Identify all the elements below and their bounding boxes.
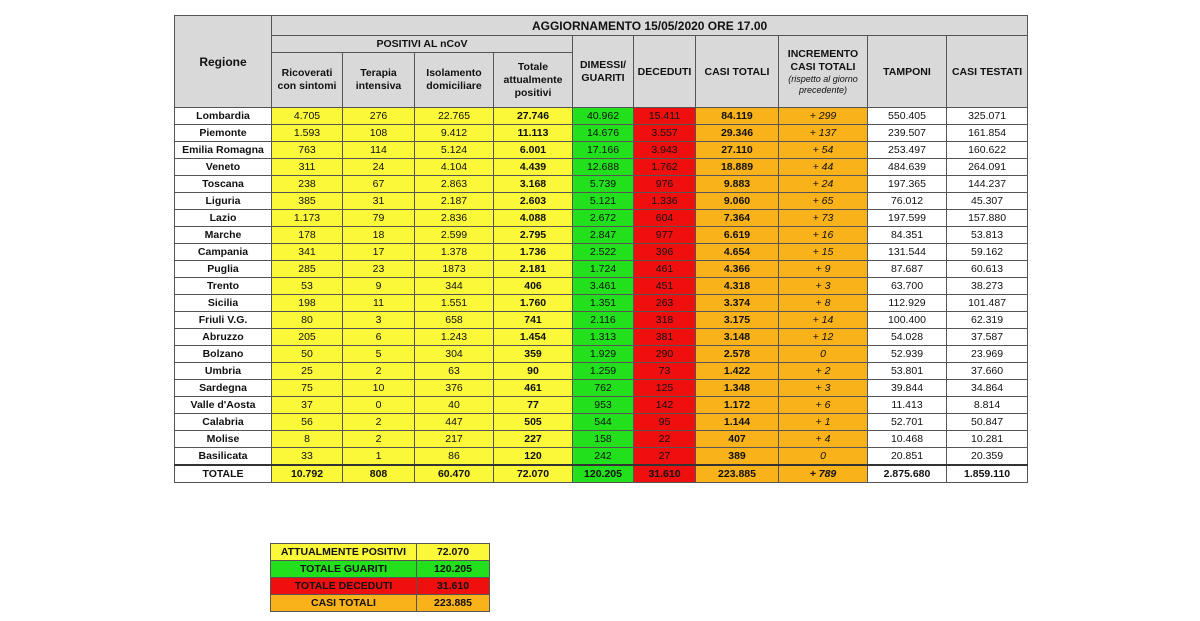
- cell-deaths: 976: [634, 176, 696, 193]
- cell-tests: 484.639: [868, 159, 947, 176]
- table-row: [175, 159, 1028, 176]
- cell-increment: + 44: [779, 159, 868, 176]
- cell-recovered: 40.962: [573, 108, 634, 125]
- cell-intensive: 18: [343, 227, 415, 244]
- cell-intensive: 67: [343, 176, 415, 193]
- header-positives-group: POSITIVI AL nCoV: [272, 36, 573, 53]
- summary-value: 120.205: [417, 561, 490, 578]
- cell-recovered: 1.313: [573, 329, 634, 346]
- cell-region: Molise: [175, 431, 272, 448]
- cell-current-positive: 3.168: [494, 176, 573, 193]
- cell-tests: 84.351: [868, 227, 947, 244]
- cell-tests: 87.687: [868, 261, 947, 278]
- cell-increment: 0: [779, 346, 868, 363]
- cell-tests: 76.012: [868, 193, 947, 210]
- cell-intensive: 276: [343, 108, 415, 125]
- cell-current-positive: 1.736: [494, 244, 573, 261]
- cell-intensive: 10: [343, 380, 415, 397]
- cell-current-positive: 4.088: [494, 210, 573, 227]
- cell-tested: 37.660: [947, 363, 1028, 380]
- cell-total-cases: 18.889: [696, 159, 779, 176]
- cell-current-positive: 27.746: [494, 108, 573, 125]
- cell-intensive: 79: [343, 210, 415, 227]
- cell-region: Lazio: [175, 210, 272, 227]
- cell-hospitalized: 25: [272, 363, 343, 380]
- cell-isolation: 447: [415, 414, 494, 431]
- cell-recovered: 14.676: [573, 125, 634, 142]
- total-cell-isolation: 60.470: [415, 465, 494, 483]
- summary-value: 31.610: [417, 578, 490, 595]
- cell-hospitalized: 1.173: [272, 210, 343, 227]
- cell-total-cases: 4.318: [696, 278, 779, 295]
- cell-isolation: 86: [415, 448, 494, 466]
- cell-current-positive: 77: [494, 397, 573, 414]
- cell-isolation: 304: [415, 346, 494, 363]
- cell-intensive: 24: [343, 159, 415, 176]
- cell-region: Lombardia: [175, 108, 272, 125]
- cell-tests: 197.365: [868, 176, 947, 193]
- cell-current-positive: 2.603: [494, 193, 573, 210]
- summary-value: 72.070: [417, 544, 490, 561]
- cell-hospitalized: 385: [272, 193, 343, 210]
- table-row: [175, 261, 1028, 278]
- table-row: [175, 448, 1028, 466]
- cell-hospitalized: 37: [272, 397, 343, 414]
- cell-region: Sicilia: [175, 295, 272, 312]
- cell-hospitalized: 763: [272, 142, 343, 159]
- table-row: [175, 329, 1028, 346]
- cell-isolation: 1.378: [415, 244, 494, 261]
- total-cell-region: TOTALE: [175, 465, 272, 483]
- cell-region: Calabria: [175, 414, 272, 431]
- total-cell-increment: + 789: [779, 465, 868, 483]
- cell-hospitalized: 33: [272, 448, 343, 466]
- cell-deaths: 73: [634, 363, 696, 380]
- cell-recovered: 2.116: [573, 312, 634, 329]
- cell-intensive: 3: [343, 312, 415, 329]
- cell-increment: + 16: [779, 227, 868, 244]
- cell-isolation: 658: [415, 312, 494, 329]
- cell-deaths: 290: [634, 346, 696, 363]
- summary-row: [271, 595, 490, 612]
- cell-tests: 112.929: [868, 295, 947, 312]
- total-cell-total-cases: 223.885: [696, 465, 779, 483]
- cell-total-cases: 84.119: [696, 108, 779, 125]
- table-row: [175, 227, 1028, 244]
- cell-isolation: 5.124: [415, 142, 494, 159]
- header-intensive: Terapia intensiva: [343, 53, 415, 108]
- cell-recovered: 3.461: [573, 278, 634, 295]
- summary-table: [270, 543, 490, 612]
- cell-recovered: 1.259: [573, 363, 634, 380]
- table-row: [175, 363, 1028, 380]
- total-cell-intensive: 808: [343, 465, 415, 483]
- cell-tested: 10.281: [947, 431, 1028, 448]
- cell-tested: 161.854: [947, 125, 1028, 142]
- header-region: Regione: [175, 16, 272, 108]
- cell-isolation: 344: [415, 278, 494, 295]
- cell-isolation: 217: [415, 431, 494, 448]
- table-row: [175, 278, 1028, 295]
- cell-tests: 10.468: [868, 431, 947, 448]
- cell-total-cases: 7.364: [696, 210, 779, 227]
- cell-current-positive: 406: [494, 278, 573, 295]
- cell-intensive: 108: [343, 125, 415, 142]
- cell-intensive: 31: [343, 193, 415, 210]
- cell-region: Trento: [175, 278, 272, 295]
- summary-row: [271, 544, 490, 561]
- cell-tests: 52.701: [868, 414, 947, 431]
- cell-tests: 11.413: [868, 397, 947, 414]
- cell-intensive: 114: [343, 142, 415, 159]
- cell-isolation: 376: [415, 380, 494, 397]
- table-row: [175, 176, 1028, 193]
- cell-hospitalized: 80: [272, 312, 343, 329]
- cell-hospitalized: 178: [272, 227, 343, 244]
- cell-recovered: 158: [573, 431, 634, 448]
- table-header: [175, 16, 1028, 108]
- total-cell-deaths: 31.610: [634, 465, 696, 483]
- cell-region: Basilicata: [175, 448, 272, 466]
- cell-region: Bolzano: [175, 346, 272, 363]
- cell-recovered: 1.351: [573, 295, 634, 312]
- cell-deaths: 1.336: [634, 193, 696, 210]
- cell-tested: 45.307: [947, 193, 1028, 210]
- cell-increment: + 3: [779, 278, 868, 295]
- cell-tests: 54.028: [868, 329, 947, 346]
- cell-deaths: 142: [634, 397, 696, 414]
- cell-increment: + 9: [779, 261, 868, 278]
- table-row: [175, 244, 1028, 261]
- cell-recovered: 2.672: [573, 210, 634, 227]
- cell-recovered: 1.929: [573, 346, 634, 363]
- cell-increment: + 1: [779, 414, 868, 431]
- header-current-positive: Totale attualmente positivi: [494, 53, 573, 108]
- cell-recovered: 762: [573, 380, 634, 397]
- cell-intensive: 2: [343, 431, 415, 448]
- cell-tested: 101.487: [947, 295, 1028, 312]
- cell-recovered: 12.688: [573, 159, 634, 176]
- cell-isolation: 9.412: [415, 125, 494, 142]
- cell-total-cases: 27.110: [696, 142, 779, 159]
- cell-isolation: 1873: [415, 261, 494, 278]
- cell-current-positive: 90: [494, 363, 573, 380]
- cell-tested: 144.237: [947, 176, 1028, 193]
- cell-total-cases: 3.148: [696, 329, 779, 346]
- cell-tested: 34.864: [947, 380, 1028, 397]
- cell-current-positive: 120: [494, 448, 573, 466]
- summary-value: 223.885: [417, 595, 490, 612]
- cell-deaths: 3.557: [634, 125, 696, 142]
- cell-tested: 8.814: [947, 397, 1028, 414]
- cell-tests: 550.405: [868, 108, 947, 125]
- cell-intensive: 9: [343, 278, 415, 295]
- table-row: [175, 210, 1028, 227]
- total-cell-hospitalized: 10.792: [272, 465, 343, 483]
- cell-recovered: 5.121: [573, 193, 634, 210]
- cell-region: Toscana: [175, 176, 272, 193]
- covid-regional-table: [174, 15, 1028, 483]
- cell-total-cases: 2.578: [696, 346, 779, 363]
- cell-recovered: 953: [573, 397, 634, 414]
- cell-region: Campania: [175, 244, 272, 261]
- summary-label: TOTALE GUARITI: [271, 561, 417, 578]
- cell-increment: + 299: [779, 108, 868, 125]
- cell-isolation: 4.104: [415, 159, 494, 176]
- cell-deaths: 95: [634, 414, 696, 431]
- cell-tests: 52.939: [868, 346, 947, 363]
- cell-isolation: 63: [415, 363, 494, 380]
- cell-deaths: 451: [634, 278, 696, 295]
- cell-hospitalized: 56: [272, 414, 343, 431]
- cell-hospitalized: 50: [272, 346, 343, 363]
- cell-hospitalized: 285: [272, 261, 343, 278]
- table-row: [175, 125, 1028, 142]
- cell-hospitalized: 8: [272, 431, 343, 448]
- cell-tested: 37.587: [947, 329, 1028, 346]
- cell-region: Veneto: [175, 159, 272, 176]
- cell-current-positive: 2.181: [494, 261, 573, 278]
- total-cell-current-positive: 72.070: [494, 465, 573, 483]
- cell-total-cases: 1.348: [696, 380, 779, 397]
- cell-hospitalized: 1.593: [272, 125, 343, 142]
- cell-tests: 20.851: [868, 448, 947, 466]
- cell-region: Emilia Romagna: [175, 142, 272, 159]
- cell-tests: 253.497: [868, 142, 947, 159]
- header-update-title: AGGIORNAMENTO 15/05/2020 ORE 17.00: [272, 16, 1028, 36]
- header-increment-note: (rispetto al giorno precedente): [788, 73, 858, 95]
- table-body: [175, 108, 1028, 483]
- cell-tested: 38.273: [947, 278, 1028, 295]
- cell-tested: 264.091: [947, 159, 1028, 176]
- cell-isolation: 2.836: [415, 210, 494, 227]
- cell-deaths: 263: [634, 295, 696, 312]
- cell-recovered: 2.522: [573, 244, 634, 261]
- cell-current-positive: 11.113: [494, 125, 573, 142]
- cell-hospitalized: 205: [272, 329, 343, 346]
- cell-intensive: 2: [343, 414, 415, 431]
- cell-isolation: 2.599: [415, 227, 494, 244]
- cell-tests: 53.801: [868, 363, 947, 380]
- cell-hospitalized: 341: [272, 244, 343, 261]
- cell-recovered: 1.724: [573, 261, 634, 278]
- cell-total-cases: 407: [696, 431, 779, 448]
- cell-deaths: 461: [634, 261, 696, 278]
- table-row: [175, 380, 1028, 397]
- cell-deaths: 1.762: [634, 159, 696, 176]
- cell-tested: 62.319: [947, 312, 1028, 329]
- table-row: [175, 312, 1028, 329]
- table-row: [175, 346, 1028, 363]
- cell-total-cases: 9.883: [696, 176, 779, 193]
- header-deaths: DECEDUTI: [634, 36, 696, 108]
- cell-current-positive: 1.454: [494, 329, 573, 346]
- cell-total-cases: 1.172: [696, 397, 779, 414]
- cell-total-cases: 3.175: [696, 312, 779, 329]
- header-increment-label: INCREMENTO CASI TOTALI: [787, 47, 859, 73]
- cell-current-positive: 1.760: [494, 295, 573, 312]
- table-row: [175, 193, 1028, 210]
- cell-increment: + 3: [779, 380, 868, 397]
- cell-tested: 50.847: [947, 414, 1028, 431]
- cell-increment: + 137: [779, 125, 868, 142]
- cell-region: Liguria: [175, 193, 272, 210]
- cell-intensive: 0: [343, 397, 415, 414]
- cell-total-cases: 9.060: [696, 193, 779, 210]
- cell-increment: + 2: [779, 363, 868, 380]
- cell-tested: 53.813: [947, 227, 1028, 244]
- cell-intensive: 1: [343, 448, 415, 466]
- cell-deaths: 3.943: [634, 142, 696, 159]
- cell-hospitalized: 4.705: [272, 108, 343, 125]
- cell-deaths: 381: [634, 329, 696, 346]
- cell-current-positive: 359: [494, 346, 573, 363]
- cell-increment: 0: [779, 448, 868, 466]
- summary-row: [271, 578, 490, 595]
- cell-tested: 59.162: [947, 244, 1028, 261]
- cell-tested: 60.613: [947, 261, 1028, 278]
- cell-intensive: 17: [343, 244, 415, 261]
- table-row: [175, 295, 1028, 312]
- cell-tested: 20.359: [947, 448, 1028, 466]
- cell-deaths: 27: [634, 448, 696, 466]
- cell-deaths: 125: [634, 380, 696, 397]
- cell-tests: 63.700: [868, 278, 947, 295]
- cell-tests: 197.599: [868, 210, 947, 227]
- table-row: [175, 397, 1028, 414]
- cell-deaths: 318: [634, 312, 696, 329]
- cell-current-positive: 461: [494, 380, 573, 397]
- totals-row: [175, 465, 1028, 483]
- cell-tested: 160.622: [947, 142, 1028, 159]
- cell-total-cases: 1.422: [696, 363, 779, 380]
- table-row: [175, 142, 1028, 159]
- cell-tested: 23.969: [947, 346, 1028, 363]
- cell-isolation: 1.243: [415, 329, 494, 346]
- cell-increment: + 15: [779, 244, 868, 261]
- total-cell-recovered: 120.205: [573, 465, 634, 483]
- cell-recovered: 242: [573, 448, 634, 466]
- cell-increment: + 73: [779, 210, 868, 227]
- cell-total-cases: 4.366: [696, 261, 779, 278]
- cell-current-positive: 227: [494, 431, 573, 448]
- cell-deaths: 604: [634, 210, 696, 227]
- cell-increment: + 65: [779, 193, 868, 210]
- header-recovered: DIMESSI/ GUARITI: [573, 36, 634, 108]
- cell-current-positive: 2.795: [494, 227, 573, 244]
- cell-current-positive: 505: [494, 414, 573, 431]
- cell-tests: 239.507: [868, 125, 947, 142]
- cell-hospitalized: 75: [272, 380, 343, 397]
- cell-current-positive: 6.001: [494, 142, 573, 159]
- cell-region: Piemonte: [175, 125, 272, 142]
- cell-region: Umbria: [175, 363, 272, 380]
- cell-deaths: 15.411: [634, 108, 696, 125]
- cell-region: Abruzzo: [175, 329, 272, 346]
- cell-increment: + 14: [779, 312, 868, 329]
- cell-intensive: 23: [343, 261, 415, 278]
- cell-total-cases: 389: [696, 448, 779, 466]
- cell-intensive: 5: [343, 346, 415, 363]
- cell-recovered: 2.847: [573, 227, 634, 244]
- cell-hospitalized: 53: [272, 278, 343, 295]
- cell-total-cases: 6.619: [696, 227, 779, 244]
- cell-intensive: 11: [343, 295, 415, 312]
- cell-increment: + 12: [779, 329, 868, 346]
- summary-row: [271, 561, 490, 578]
- table-row: [175, 414, 1028, 431]
- cell-recovered: 5.739: [573, 176, 634, 193]
- summary-label: TOTALE DECEDUTI: [271, 578, 417, 595]
- cell-deaths: 977: [634, 227, 696, 244]
- total-cell-tests: 2.875.680: [868, 465, 947, 483]
- cell-deaths: 396: [634, 244, 696, 261]
- cell-tests: 100.400: [868, 312, 947, 329]
- header-tested: CASI TESTATI: [947, 36, 1028, 108]
- cell-current-positive: 4.439: [494, 159, 573, 176]
- header-total-cases: CASI TOTALI: [696, 36, 779, 108]
- cell-tested: 325.071: [947, 108, 1028, 125]
- cell-deaths: 22: [634, 431, 696, 448]
- cell-intensive: 2: [343, 363, 415, 380]
- cell-increment: + 54: [779, 142, 868, 159]
- header-hospitalized: Ricoverati con sintomi: [272, 53, 343, 108]
- cell-recovered: 544: [573, 414, 634, 431]
- cell-isolation: 2.863: [415, 176, 494, 193]
- cell-total-cases: 29.346: [696, 125, 779, 142]
- header-increment: [779, 36, 868, 108]
- cell-region: Valle d'Aosta: [175, 397, 272, 414]
- cell-increment: + 24: [779, 176, 868, 193]
- cell-tests: 131.544: [868, 244, 947, 261]
- cell-total-cases: 4.654: [696, 244, 779, 261]
- cell-tests: 39.844: [868, 380, 947, 397]
- cell-isolation: 2.187: [415, 193, 494, 210]
- cell-current-positive: 741: [494, 312, 573, 329]
- total-cell-tested: 1.859.110: [947, 465, 1028, 483]
- table-row: [175, 108, 1028, 125]
- cell-region: Marche: [175, 227, 272, 244]
- header-isolation: Isolamento domiciliare: [415, 53, 494, 108]
- cell-region: Sardegna: [175, 380, 272, 397]
- cell-isolation: 40: [415, 397, 494, 414]
- header-tests: TAMPONI: [868, 36, 947, 108]
- cell-increment: + 8: [779, 295, 868, 312]
- cell-total-cases: 1.144: [696, 414, 779, 431]
- cell-isolation: 1.551: [415, 295, 494, 312]
- cell-tested: 157.880: [947, 210, 1028, 227]
- cell-region: Puglia: [175, 261, 272, 278]
- cell-hospitalized: 311: [272, 159, 343, 176]
- cell-intensive: 6: [343, 329, 415, 346]
- cell-isolation: 22.765: [415, 108, 494, 125]
- cell-hospitalized: 198: [272, 295, 343, 312]
- summary-label: ATTUALMENTE POSITIVI: [271, 544, 417, 561]
- cell-total-cases: 3.374: [696, 295, 779, 312]
- cell-hospitalized: 238: [272, 176, 343, 193]
- summary-label: CASI TOTALI: [271, 595, 417, 612]
- cell-recovered: 17.166: [573, 142, 634, 159]
- cell-increment: + 6: [779, 397, 868, 414]
- cell-increment: + 4: [779, 431, 868, 448]
- table-row: [175, 431, 1028, 448]
- cell-region: Friuli V.G.: [175, 312, 272, 329]
